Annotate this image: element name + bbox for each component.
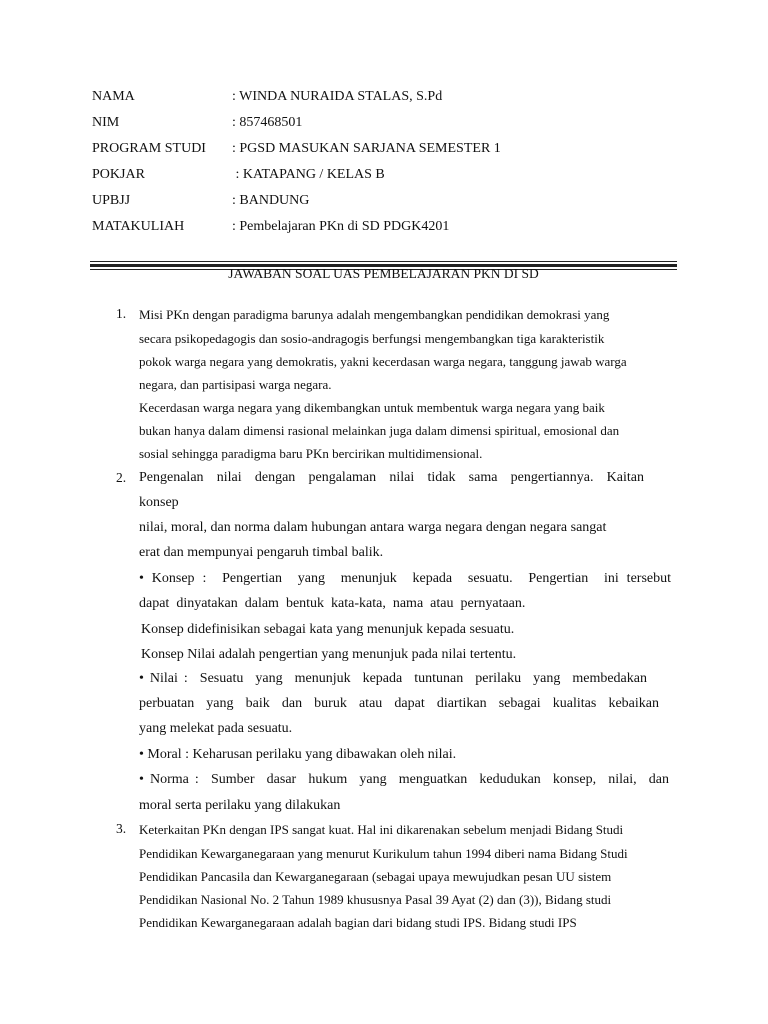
identity-label: MATAKULIAH bbox=[92, 219, 185, 234]
identity-value: : WINDA NURAIDA STALAS, S.Pd bbox=[232, 89, 443, 104]
answer-line: Konsep didefinisikan sebagai kata yang menunjuk kepada sesuatu. bbox=[141, 622, 515, 637]
identity-label: POKJAR bbox=[92, 167, 145, 182]
document-title: JAWABAN SOAL UAS PEMBELAJARAN PKN DI SD bbox=[228, 266, 539, 281]
answer-line: nilai, moral, dan norma dalam hubungan antara warga negara dengan negara sangat bbox=[139, 520, 607, 535]
answer-line: dapat dinyatakan dalam bentuk kata-kata, nama atau pernyataan. bbox=[139, 596, 526, 611]
answer-line: • Norma : Sumber dasar hukum yang menguatkan kedudukan konsep, nilai, dan bbox=[139, 772, 669, 787]
answer-line: negara, dan partisipasi warga negara. bbox=[139, 377, 332, 392]
answer-number: 3. bbox=[116, 821, 127, 836]
answer-line: yang melekat pada sesuatu. bbox=[139, 721, 293, 736]
answer-line: perbuatan yang baik dan buruk atau dapat diartikan sebagai kualitas kebaikan bbox=[139, 696, 659, 711]
answer-line: • Konsep : Pengertian yang menunjuk kepada sesuatu. Pengertian ini tersebut bbox=[139, 571, 671, 586]
answer-line: Misi PKn dengan paradigma barunya adalah mengembangkan pendidikan demokrasi yang bbox=[139, 307, 610, 322]
answer-line: moral serta perilaku yang dilakukan bbox=[139, 798, 341, 813]
identity-label: UPBJJ bbox=[92, 193, 131, 208]
answer-line: bukan hanya dalam dimensi rasional melainkan juga dalam dimensi spiritual, emosional dan bbox=[139, 423, 620, 438]
answer-line: Pendidikan Kewarganegaraan adalah bagian dari bidang studi IPS. Bidang studi IPS bbox=[139, 915, 577, 930]
answer-line: konsep bbox=[139, 495, 179, 510]
identity-value: : 857468501 bbox=[232, 115, 303, 130]
answer-number: 1. bbox=[116, 306, 127, 321]
answer-line: Pendidikan Kewarganegaraan yang menurut Kurikulum tahun 1994 diberi nama Bidang Studi bbox=[139, 846, 628, 861]
identity-value: : BANDUNG bbox=[232, 193, 310, 208]
answer-line: Keterkaitan PKn dengan IPS sangat kuat. Hal ini dikarenakan sebelum menjadi Bidang Studi bbox=[139, 822, 624, 837]
answer-line: Kecerdasan warga negara yang dikembangkan untuk membentuk warga negara yang baik bbox=[139, 400, 605, 415]
answer-line: erat dan mempunyai pengaruh timbal balik. bbox=[139, 545, 384, 560]
answer-line: Konsep Nilai adalah pengertian yang menunjuk pada nilai tertentu. bbox=[141, 647, 517, 662]
answer-line: sosial sehingga paradigma baru PKn bercirikan multidimensional. bbox=[139, 446, 483, 461]
identity-value: : Pembelajaran PKn di SD PDGK4201 bbox=[232, 219, 450, 234]
answer-line: Pendidikan Pancasila dan Kewarganegaraan (sebagai upaya mewujudkan pesan UU sistem bbox=[139, 869, 612, 884]
identity-label: NIM bbox=[92, 115, 120, 130]
identity-value: : KATAPANG / KELAS B bbox=[232, 167, 385, 182]
identity-label: NAMA bbox=[92, 89, 135, 104]
answer-line: Pendidikan Nasional No. 2 Tahun 1989 khususnya Pasal 39 Ayat (2) dan (3)), Bidang studi bbox=[139, 892, 612, 907]
divider-top-line bbox=[90, 261, 677, 262]
answer-line: pokok warga negara yang demokratis, yakni kecerdasan warga negara, tanggung jawab warga bbox=[139, 354, 627, 369]
answer-number: 2. bbox=[116, 470, 127, 485]
identity-value: : PGSD MASUKAN SARJANA SEMESTER 1 bbox=[232, 141, 501, 156]
identity-label: PROGRAM STUDI bbox=[92, 141, 206, 156]
answer-line: • Moral : Keharusan perilaku yang dibawakan oleh nilai. bbox=[139, 747, 457, 762]
answer-line: Pengenalan nilai dengan pengalaman nilai tidak sama pengertiannya. Kaitan bbox=[139, 470, 644, 485]
answer-line: • Nilai : Sesuatu yang menunjuk kepada tuntunan perilaku yang membedakan bbox=[139, 671, 647, 686]
answer-line: secara psikopedagogis dan sosio-andragogis berfungsi mengembangkan tiga karakteristik bbox=[139, 331, 605, 346]
